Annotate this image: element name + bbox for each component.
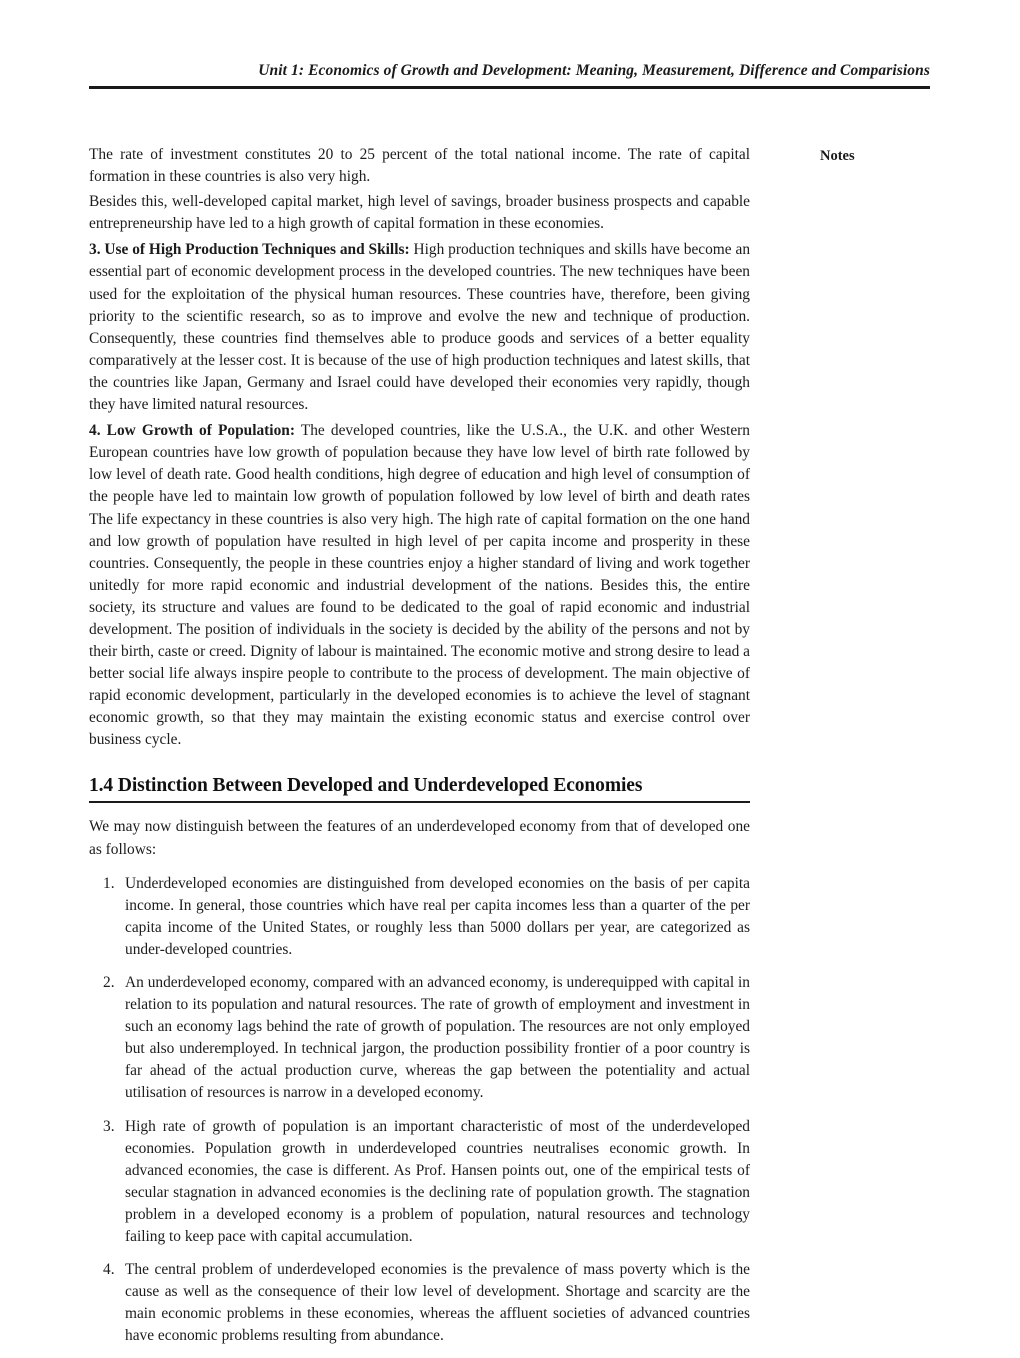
paragraph-production-techniques-lead: 3. Use of High Production Techniques and Skills: [89,241,410,259]
paragraph-capital-market: Besides this, well-developed capital market, high level of savings, broader business prospects and capable entrepreneurship have led to a high growth of capital formation in these economies. [89,193,750,233]
list-item-marker: 4. [103,1261,115,1279]
running-header [89,62,930,89]
page-content-column [89,144,750,1358]
section-heading-rule [89,801,750,804]
paragraph-low-population-growth-body: The developed countries, like the U.S.A., the U.K. and other Western European countries have low growth of population because they have low level of birth rate followed by low level of death rate. Good health conditions, high degree of education and high level of consumption of the people have led to maintain low growth of population followed by low level of birth and death rates The life expectancy in these countries is also very high. The high rate of capital formation on the one hand and low growth of population have resulted in high level of per capita income and prosperity in these countries. Consequently, the people in these countries enjoy a higher standard of living and work together unitedly for more rapid economic and industrial development of the nations. Besides this, the entire society, its structure and values are found to be dedicated to the goal of rapid economic and industrial development. The position of individuals in the society is decided by the ability of the persons and not by their birth, caste or creed. Dignity of labour is maintained. The economic motive and strong desire to lead a better social life always inspire people to contribute to the process of development. The main objective of rapid economic development, particularly in the developed economies is to achieve the level of stagnant economic growth, so that they may maintain the existing economic status and exercise control over business cycle. [89,422,750,749]
list-item-marker: 3. [103,1117,115,1135]
running-header-title: Unit 1: Economics of Growth and Development: Meaning, Measurement, Difference and Comparisions [258,62,930,79]
list-item-text: The central problem of underdeveloped economies is the prevalence of mass poverty which is the cause as well as the consequence of their low level of development. Shortage and scarcity are the main economic problems in these economies, whereas the affluent societies of advanced countries have economic problems resulting from abundance. [125,1261,750,1345]
distinction-numbered-list [89,873,750,1348]
header-divider-rule [89,86,930,89]
list-item-marker: 2. [103,973,115,991]
paragraph-low-population-growth [89,420,750,751]
list-item [89,1116,750,1249]
list-item-text: High rate of growth of population is an important characteristic of most of the underdeveloped economies. Population growth in underdeveloped countries neutralises economic growth. In advanced economies, the case is different. As Prof. Hansen points out, one of the empirical tests of secular stagnation in advanced economies is the declining rate of population growth. The stagnation problem in a developed economy is a problem of population, natural resources and technology failing to keep pace with capital accumulation. [125,1117,750,1246]
list-item-text: An underdeveloped economy, compared with an advanced economy, is underequipped with capital in relation to its population and natural resources. The rate of growth of employment and investment in such an economy lags behind the rate of growth of population. The resources are not only employed but also underemployed. In technical jargon, the production possibility frontier of a poor country is far ahead of the actual production curve, whereas the gap between the potentiality and actual utilisation of resources is narrow in a developed economy. [125,973,750,1102]
list-item-text: Underdeveloped economies are distinguished from developed economies on the basis of per capita income. In general, those countries which have real per capita incomes less than a quarter of the per capita income of the United States, or roughly less than 5000 dollars per year, are categorized as under-developed countries. [125,874,750,958]
section-heading-1-4 [89,774,750,804]
paragraph-production-techniques [89,239,750,416]
paragraph-production-techniques-body: High production techniques and skills have become an essential part of economic development process in the developed countries. The new techniques have been used for the exploitation of the physical human resources. These countries have, therefore, been giving priority to the scientific research, so as to improve and evolve the new and technique of production. Consequently, these countries find themselves able to produce goods and services of a better equality comparatively at the lesser cost. It is because of the use of high production techniques and latest skills, that the countries like Japan, Germany and Israel could have developed their economies very rapidly, though they have limited natural resources. [89,241,751,414]
list-item [89,972,750,1105]
paragraph-investment-rate: The rate of investment constitutes 20 to 25 percent of the total national income. The rate of capital formation in these countries is also very high. [89,146,750,186]
list-item [89,873,750,961]
notes-margin-label: Notes [820,148,855,164]
list-item-marker: 1. [103,874,115,892]
section-intro-paragraph: We may now distinguish between the features of an underdeveloped economy from that of developed one as follows: [89,818,750,858]
section-heading-text: 1.4 Distinction Between Developed and Underdeveloped Economies [89,774,643,796]
paragraph-low-population-growth-lead: 4. Low Growth of Population: [89,422,295,440]
list-item [89,1259,750,1347]
